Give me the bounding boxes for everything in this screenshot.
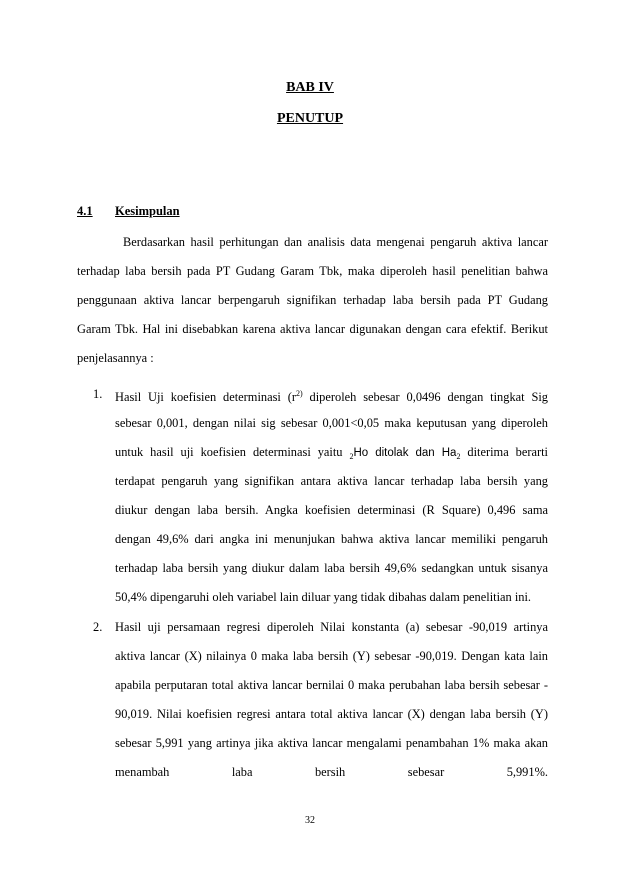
- intro-line: terhadap laba bersih pada PT Gudang Garam Tbk, maka diperoleh hasil penelitian bahwa: [77, 264, 548, 278]
- section-title: Kesimpulan: [115, 204, 180, 218]
- point1-line: sebesar 0,001, dengan nilai sig sebesar 0,001<0,05 maka keputusan yang diperoleh: [115, 416, 548, 430]
- point1-line: terhadap laba bersih yang diukur dalam laba bersih 49,6% sedangkan untuk sisanya: [115, 561, 548, 575]
- point2-line: menambah laba bersih sebesar 5,991%.: [115, 765, 548, 779]
- point2-line: Hasil uji persamaan regresi diperoleh Nilai konstanta (a) sebesar -90,019 artinya: [115, 620, 548, 634]
- point1-line: dengan 49,6% dari angka ini menunjukan bahwa aktiva lancar memiliki pengaruh: [115, 532, 548, 546]
- page-number: 32: [305, 815, 315, 826]
- chapter-title: PENUTUP: [276, 111, 344, 126]
- intro-line: penggunaan aktiva lancar berpengaruh signifikan terhadap laba bersih pada PT Gudang: [77, 293, 548, 307]
- point1-line-3: untuk hasil uji koefisien determinasi yaitu $_2$Ho ditolak dan $Ha_2$ diterima berarti: [115, 445, 548, 461]
- list-marker: 1.: [93, 387, 103, 401]
- intro-line: penjelasannya :: [77, 351, 154, 365]
- intro-line: Berdasarkan hasil perhitungan dan analisis data mengenai pengaruh aktiva lancar: [123, 235, 548, 249]
- point2-line: apabila perputaran total aktiva lancar bernilai 0 maka perubahan laba bersih sebesar -: [115, 678, 548, 692]
- point2-line: aktiva lancar (X) nilainya 0 maka laba bersih (Y) sebesar -90,019. Dengan kata lain: [115, 649, 548, 663]
- list-marker: 2.: [93, 620, 103, 634]
- point2-line: sebesar 5,991 yang artinya jika aktiva lancar mengalami penambahan 1% maka akan: [115, 736, 548, 750]
- section-heading: [77, 204, 180, 219]
- intro-line: Garam Tbk. Hal ini disebabkan karena aktiva lancar digunakan dengan cara efektif. Berikut: [77, 322, 548, 336]
- point1-line-1: Hasil Uji koefisien determinasi ($r^{2)}$ diperoleh sebesar 0,0496 dengan tingkat Sig: [115, 389, 548, 404]
- point1-line: diukur dengan laba bersih. Angka koefisien determinasi (R Square) 0,496 sama: [115, 503, 548, 517]
- point1-line: 50,4% dipengaruhi oleh variabel lain diluar yang tidak dibahas dalam penelitian ini.: [115, 590, 531, 604]
- point2-line: 90,019. Nilai koefisien regresi antara total aktiva lancar (X) dengan laba bersih (Y): [115, 707, 548, 721]
- point1-line: terdapat pengaruh yang signifikan antara aktiva lancar terhadap laba bersih yang: [115, 474, 548, 488]
- chapter-heading: BAB IV: [286, 80, 334, 95]
- section-number: 4.1: [77, 204, 93, 218]
